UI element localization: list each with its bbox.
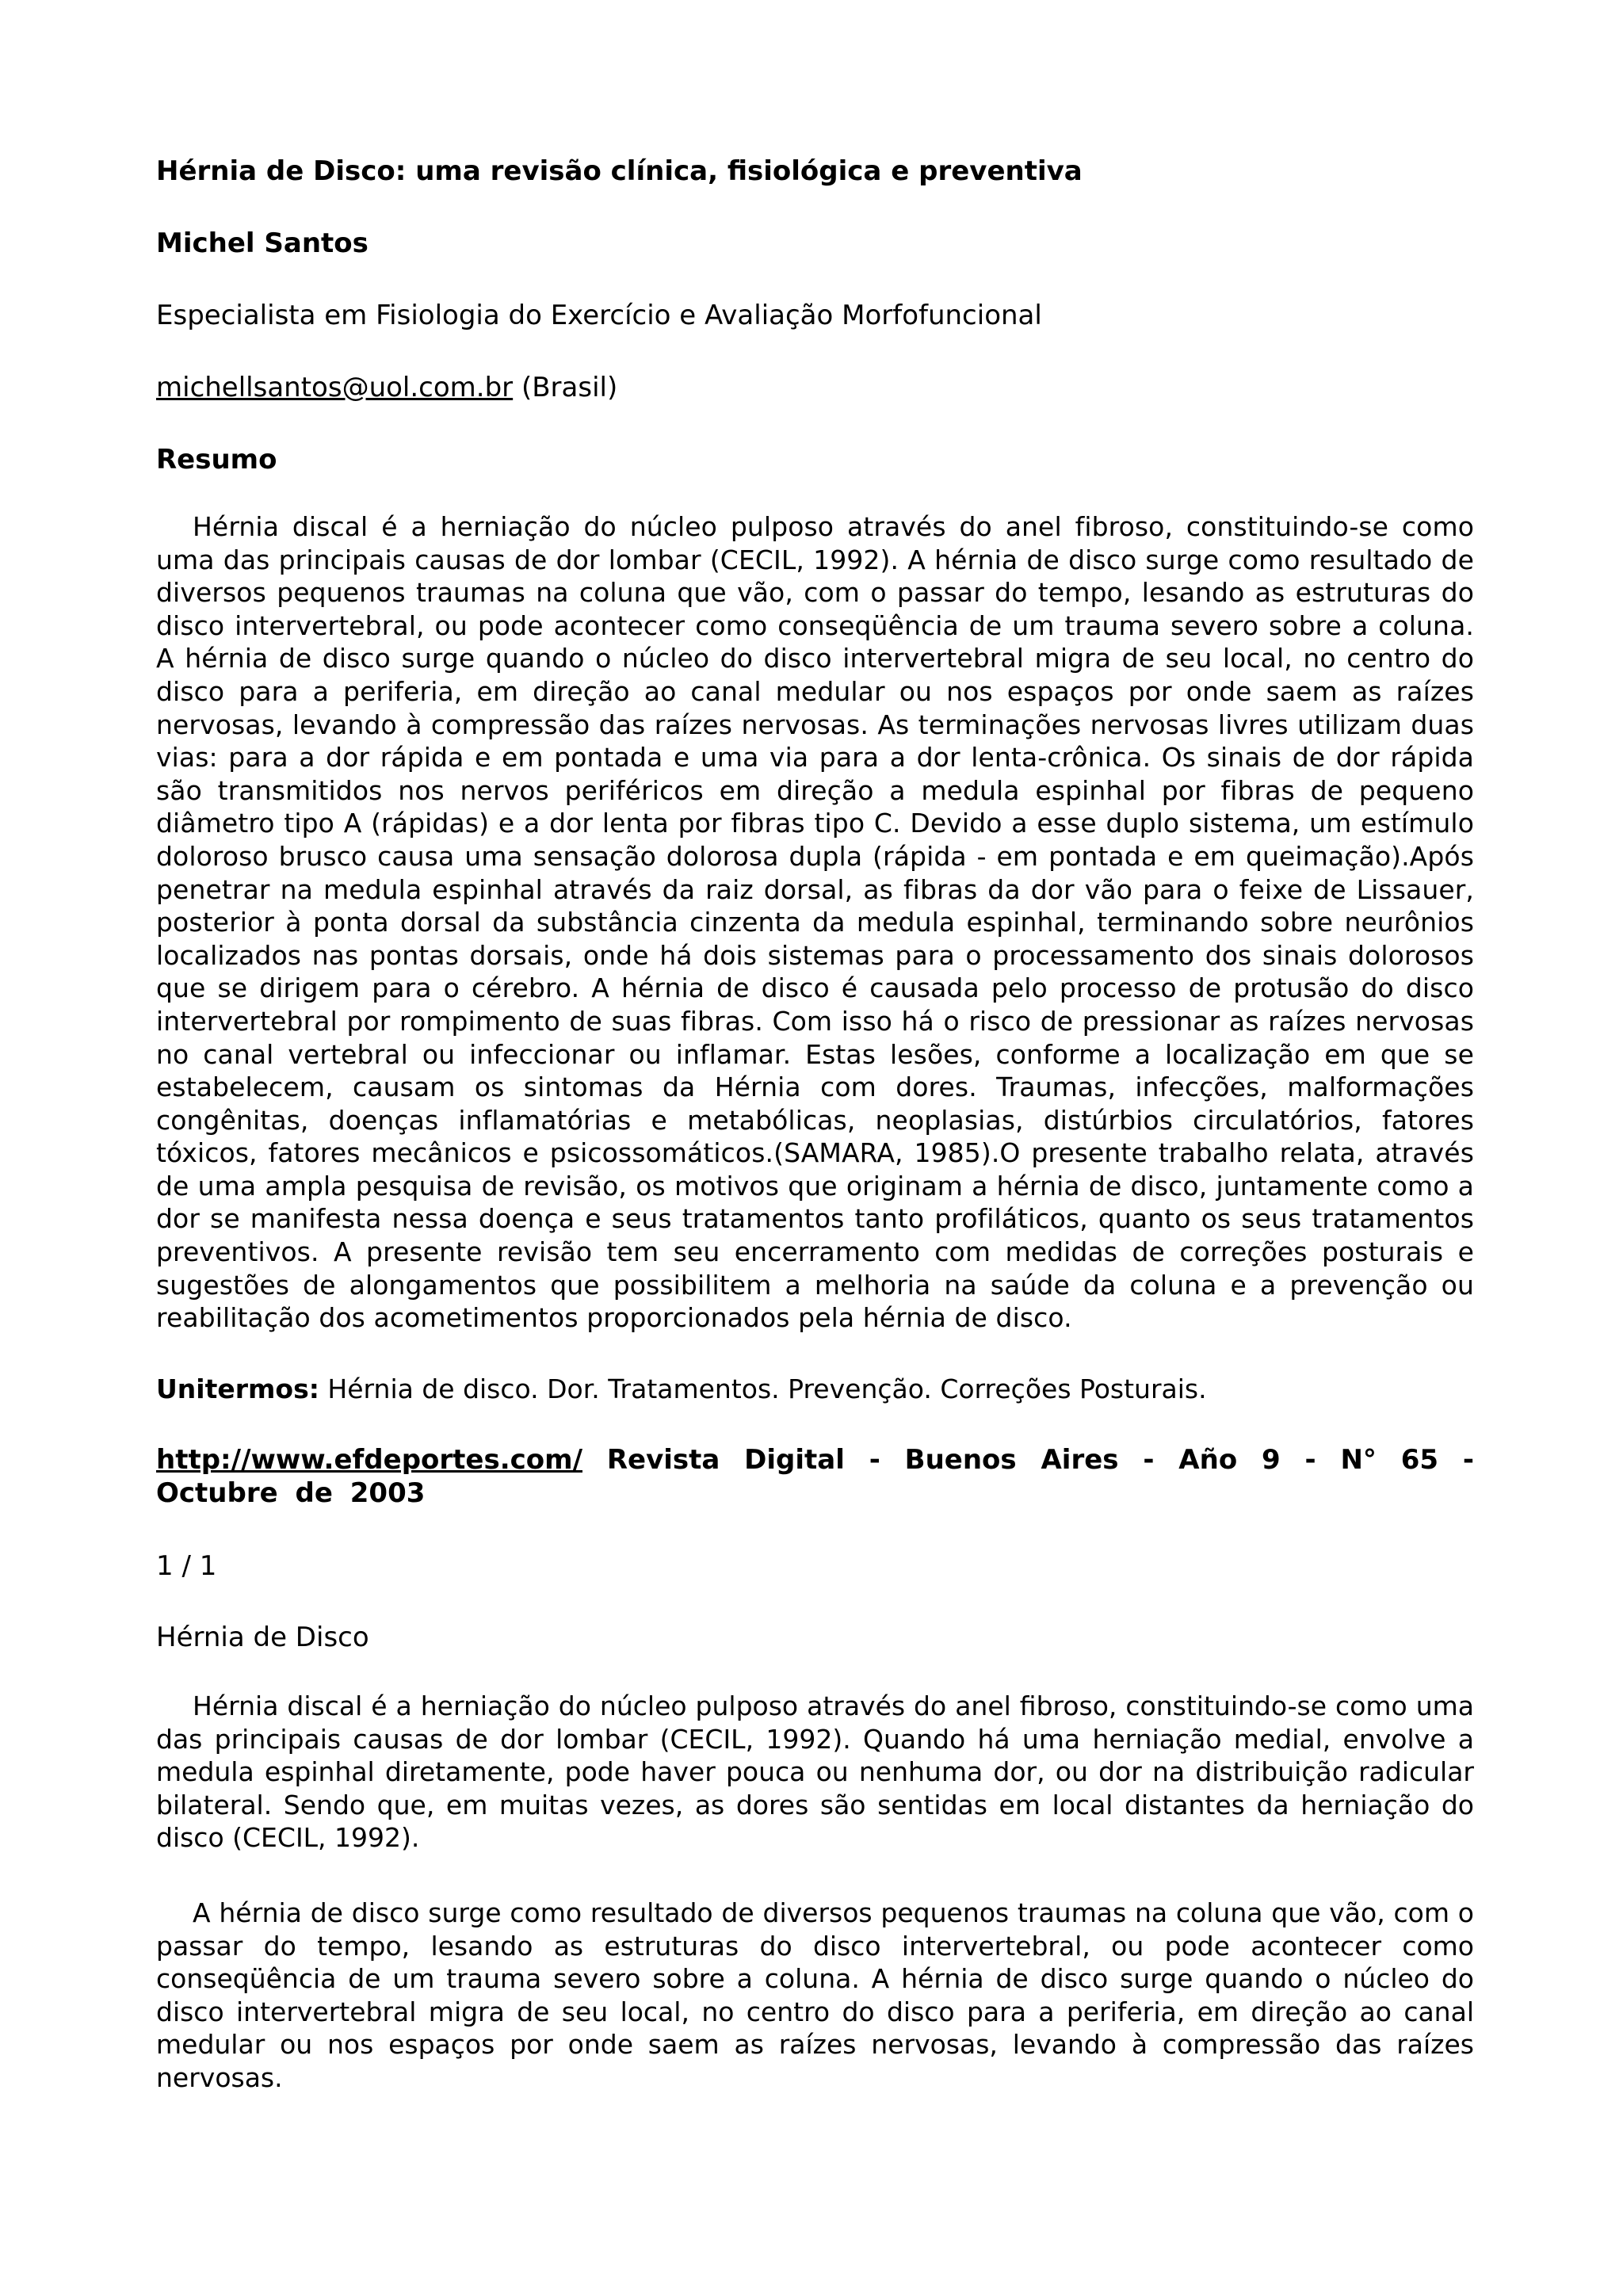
keywords-line [156, 1373, 1474, 1406]
source-citation [156, 1444, 1474, 1510]
body-paragraph-2: A hérnia de disco surge como resultado de diversos pequenos traumas na coluna que vão, com o passar do tempo, lesando as estruturas do disco intervertebral, ou pode acontecer como conseqüência de um trauma severo sobre a coluna. A hérnia de disco surge quando o núcleo do disco intervertebral migra de seu local, no centro do disco para a periferia, em direção ao canal medular ou nos espaços por onde saem as raízes nervosas, levando à compressão das raízes nervosas. [156, 1897, 1474, 2093]
abstract-heading: Resumo [156, 444, 277, 476]
body-paragraph-1: Hérnia discal é a herniação do núcleo pulposo através do anel fibroso, constituindo-se como uma das principais causas de dor lombar (CECIL, 1992). Quando há uma herniação medial, envolve a medula espinhal diretamente, pode haver pouca ou nenhuma dor, ou dor na distribuição radicular bilateral. Sendo que, em muitas vezes, as dores são sentidas em local distantes da herniação do disco (CECIL, 1992). [156, 1690, 1474, 1854]
document-title: Hérnia de Disco: uma revisão clínica, fisiológica e preventiva [156, 155, 1083, 187]
section-heading: Hérnia de Disco [156, 1622, 369, 1653]
author-contact [156, 372, 617, 403]
source-link[interactable]: http://www.efdeportes.com/ [156, 1444, 582, 1476]
keywords-text: Hérnia de disco. Dor. Tratamentos. Prevenção. Correções Posturais. [319, 1373, 1207, 1404]
email-link[interactable]: michellsantos@uol.com.br [156, 372, 514, 403]
keywords-label: Unitermos: [156, 1373, 319, 1404]
author-affiliation: Especialista em Fisiologia do Exercício e Avaliação Morfofuncional [156, 300, 1042, 331]
page-indicator: 1 / 1 [156, 1550, 217, 1582]
source-text: Revista Digital - Buenos Aires - Año 9 - N° 65 - Octubre de 2003 [156, 1444, 1474, 1509]
author-name: Michel Santos [156, 227, 369, 259]
author-country: (Brasil) [513, 372, 618, 403]
abstract-text: Hérnia discal é a herniação do núcleo pulposo através do anel fibroso, constituindo-se como uma das principais causas de dor lombar (CECIL, 1992). A hérnia de disco surge como resultado de diversos pequenos traumas na coluna que vão, com o passar do tempo, lesando as estruturas do disco intervertebral, ou pode acontecer como conseqüência de um trauma severo sobre a coluna. A hérnia de disco surge quando o núcleo do disco intervertebral migra de seu local, no centro do disco para a periferia, em direção ao canal medular ou nos espaços por onde saem as raízes nervosas, levando à compressão das raízes nervosas. As terminações nervosas livres utilizam duas vias: para a dor rápida e em pontada e uma via para a dor lenta-crônica. Os sinais de dor rápida são transmitidos nos nervos periféricos em direção a medula espinhal por fibras de pequeno diâmetro tipo A (rápidas) e a dor lenta por fibras tipo C. Devido a esse duplo sistema, um estímulo doloroso brusco causa uma sensação dolorosa dupla (rápida - em pontada e em queimação).Após penetrar na medula espinhal através da raiz dorsal, as fibras da dor vão para o feixe de Lissauer, posterior à ponta dorsal da substância cinzenta da medula espinhal, terminando sobre neurônios localizados nas pontas dorsais, onde há dois sistemas para o processamento dos sinais dolorosos que se dirigem para o cérebro. A hérnia de disco é causada pelo processo de protusão do disco intervertebral por rompimento de suas fibras. Com isso há o risco de pressionar as raízes nervosas no canal vertebral ou infeccionar ou inflamar. Estas lesões, conforme a localização em que se estabelecem, causam os sintomas da Hérnia com dores. Traumas, infecções, malformações congênitas, doenças inflamatórias e metabólicas, neoplasias, distúrbios circulatórios, fatores tóxicos, fatores mecânicos e psicossomáticos.(SAMARA, 1985).O presente trabalho relata, através de uma ampla pesquisa de revisão, os motivos que originam a hérnia de disco, juntamente como a dor se manifesta nessa doença e seus tratamentos tanto profiláticos, quanto os seus tratamentos preventivos. A presente revisão tem seu encerramento com medidas de correções posturais e sugestões de alongamentos que possibilitem a melhoria na saúde da coluna e a prevenção ou reabilitação dos acometimentos proporcionados pela hérnia de disco. [156, 511, 1474, 1334]
